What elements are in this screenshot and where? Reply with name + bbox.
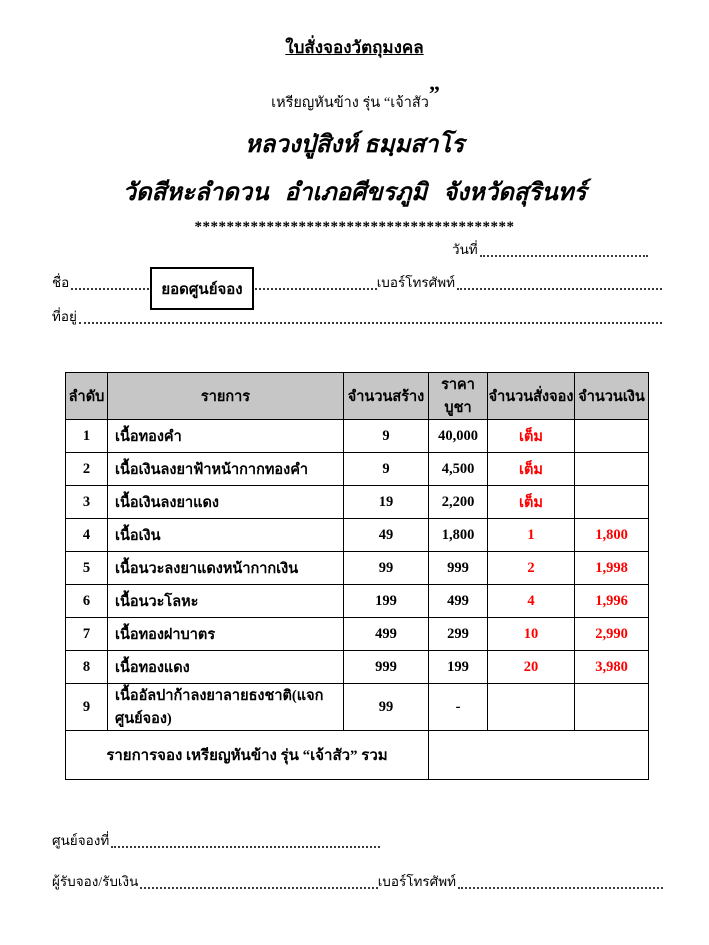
bottom-area xyxy=(0,829,709,892)
monk-name: หลวงปู่สิงห์ ธมฺมสาโร xyxy=(244,132,465,158)
name-line xyxy=(52,271,662,293)
full-badge: เต็ม xyxy=(488,486,575,519)
ordered-qty: 2 xyxy=(488,552,575,585)
table-sum-row xyxy=(66,731,649,780)
temple-line: วัดสีหะลำดวน อำเภอศีขรภูมิ จังหวัดสุรินทร์ xyxy=(122,180,587,206)
receiver-line xyxy=(52,870,663,892)
sum-total-cell[interactable] xyxy=(429,731,649,780)
full-badge: เต็ม xyxy=(488,420,575,453)
amount-value: 1,996 xyxy=(575,585,649,618)
reservation-center-label: ศูนย์จองที่ xyxy=(52,833,110,848)
receiver-label: ผู้รับจอง/รับเงิน xyxy=(52,874,139,889)
table-row: 6 เนื้อนวะโลหะ 199 499 4 1,996 xyxy=(66,585,649,618)
table-row: 7 เนื้อทองฝาบาตร 499 299 10 2,990 xyxy=(66,618,649,651)
table-row: 4 เนื้อเงิน 49 1,800 1 1,800 xyxy=(66,519,649,552)
header-block xyxy=(0,34,709,236)
edition-line: เหรียญหันข้าง รุ่น “เจ้าสัว” xyxy=(271,81,438,111)
full-badge: เต็ม xyxy=(488,453,575,486)
table-header-row xyxy=(66,373,649,420)
ordered-qty: 20 xyxy=(488,651,575,684)
name-label: ชื่อ xyxy=(52,275,70,290)
sum-label: รายการจอง เหรียญหันข้าง รุ่น “เจ้าสัว” รวม xyxy=(66,731,429,780)
table-row: 1 เนื้อทองคำ 9 40,000 เต็ม xyxy=(66,420,649,453)
table-row: 2 เนื้อเงินลงยาฟ้าหน้ากากทองคำ 9 4,500 เต็ม xyxy=(66,453,649,486)
form-title: ใบสั่งจองวัตถุมงคล xyxy=(285,38,424,57)
reservation-total-box: ยอดศูนย์จอง xyxy=(150,267,254,310)
col-header-amount: จำนวนเงิน xyxy=(575,373,649,420)
table-row: 3 เนื้อเงินลงยาแดง 19 2,200 เต็ม xyxy=(66,486,649,519)
amount-value: 3,980 xyxy=(575,651,649,684)
amount-value: 2,990 xyxy=(575,618,649,651)
edition-close-quote: ” xyxy=(428,81,438,106)
ordered-qty: 4 xyxy=(488,585,575,618)
reservation-center-blank[interactable] xyxy=(111,844,380,848)
phone-blank[interactable] xyxy=(457,286,662,290)
date-line xyxy=(452,238,648,260)
ordered-qty: 10 xyxy=(488,618,575,651)
col-header-made: จำนวนสร้าง xyxy=(344,373,429,420)
date-label: วันที่ xyxy=(452,242,478,257)
date-blank[interactable] xyxy=(480,253,648,257)
amount-value: 1,998 xyxy=(575,552,649,585)
receiver-blank[interactable] xyxy=(140,885,377,889)
order-table xyxy=(65,372,649,780)
col-header-price: ราคาบูชา xyxy=(429,373,488,420)
receiver-phone-blank[interactable] xyxy=(458,885,663,889)
form-fill-area xyxy=(0,238,709,327)
ordered-qty xyxy=(488,684,575,731)
reservation-center-line xyxy=(52,829,403,851)
address-label: ที่อยู่ xyxy=(52,309,77,324)
col-header-no: ลำดับ xyxy=(66,373,108,420)
receiver-phone-label: เบอร์โทรศัพท์ xyxy=(377,874,456,889)
table-row: 8 เนื้อทองแดง 999 199 20 3,980 xyxy=(66,651,649,684)
col-header-ordered: จำนวนสั่งจอง xyxy=(488,373,575,420)
amount-value: 1,800 xyxy=(575,519,649,552)
phone-label: เบอร์โทรศัพท์ xyxy=(376,275,455,290)
col-header-item: รายการ xyxy=(108,373,344,420)
ordered-qty: 1 xyxy=(488,519,575,552)
asterisk-divider: **************************************** xyxy=(194,219,515,235)
table-row: 9 เนื้ออัลปาก้าลงยาลายธงชาติ(แจกศูนย์จอง) 99 - xyxy=(66,684,649,731)
address-line xyxy=(52,305,662,327)
address-blank[interactable] xyxy=(79,320,662,324)
amount-value xyxy=(575,684,649,731)
table-row: 5 เนื้อนวะลงยาแดงหน้ากากเงิน 99 999 2 1,998 xyxy=(66,552,649,585)
